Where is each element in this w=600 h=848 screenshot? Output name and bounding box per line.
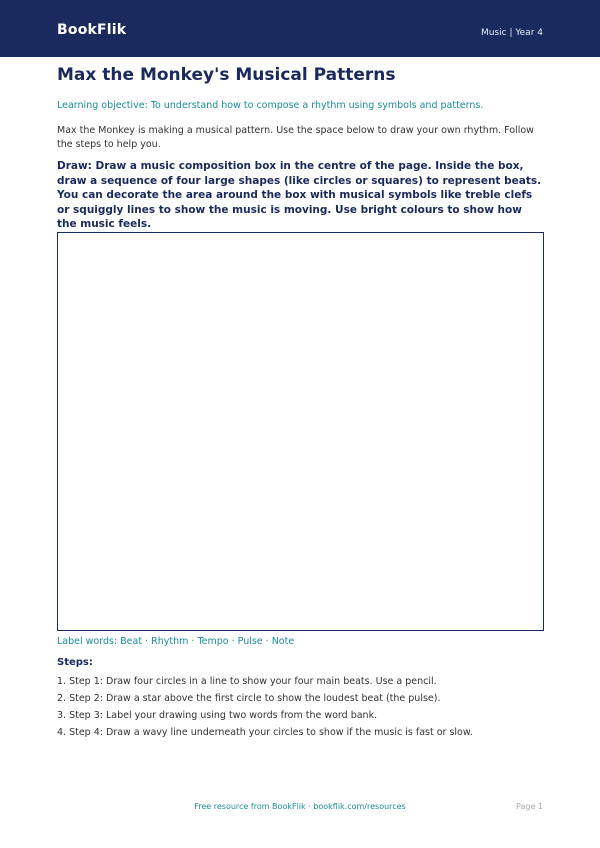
page-number: Page 1: [516, 802, 543, 811]
brand-logo[interactable]: BookFlik: [57, 22, 127, 38]
header-bar: [0, 0, 600, 57]
step-item: 4. Step 4: Draw a wavy line underneath your circles to show if the music is fast or slow.: [57, 727, 473, 738]
label-words: Label words: Beat · Rhythm · Tempo · Pulse · Note: [57, 636, 295, 647]
page-title: Max the Monkey's Musical Patterns: [57, 65, 396, 85]
draw-instruction: Draw: Draw a music composition box in the centre of the page. Inside the box, draw a sequence of four large shapes (like circles or squares) to represent beats. You can decorate the area around the box with musical symbols like treble clefs or squiggly lines to show the music is moving. Use bright colours to show how the music feels.: [57, 160, 542, 230]
learning-objective: Learning objective: To understand how to compose a rhythm using symbols and patterns.: [57, 100, 484, 111]
steps-list: [57, 673, 473, 741]
step-item: 1. Step 1: Draw four circles in a line to show your four main beats. Use a pencil.: [57, 676, 437, 687]
step-item: 2. Step 2: Draw a star above the first circle to show the loudest beat (the pulse).: [57, 693, 441, 704]
steps-heading: Steps:: [57, 657, 93, 668]
footer-credit[interactable]: Free resource from BookFlik · bookflik.com/resources: [194, 802, 406, 811]
intro-text: Max the Monkey is making a musical pattern. Use the space below to draw your own rhythm. Follow the steps to help you.: [57, 125, 534, 150]
subject-year: Music | Year 4: [480, 28, 543, 38]
drawing-box[interactable]: [57, 232, 544, 631]
step-item: 3. Step 3: Label your drawing using two words from the word bank.: [57, 710, 378, 721]
